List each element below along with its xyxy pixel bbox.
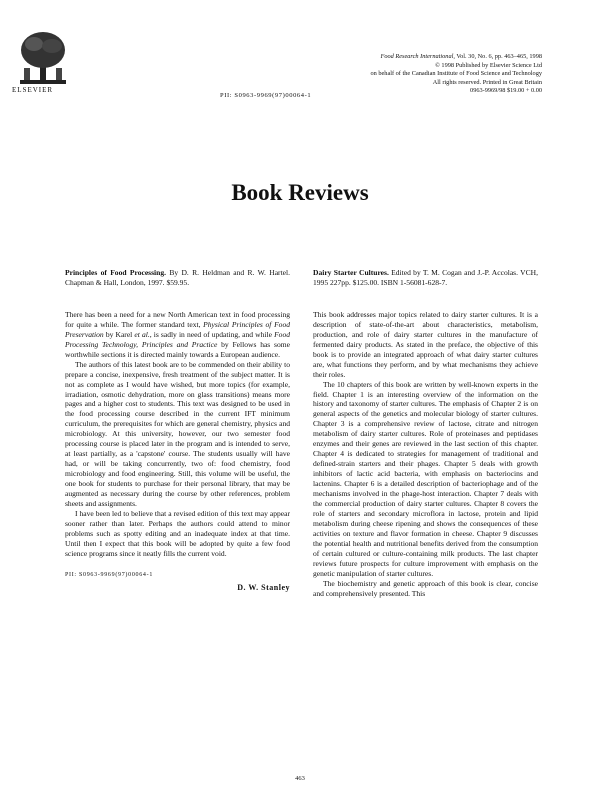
review-left bbox=[65, 268, 290, 593]
issn-line: 0963-9969/98 $19.00 + 0.00 bbox=[470, 87, 542, 95]
review-paragraph: There has been a need for a new North American text in food processing for quite a while. The former standard text, Physical Principles of Food Preservation by Karel et al., is sadly in need of updating, and while Food Processing Technology, Principles and Practice by Fellows has some worthwhile sections it is directed mainly towards a European audience. bbox=[65, 309, 290, 359]
publisher-name: ELSEVIER bbox=[12, 86, 54, 94]
rights-line: All rights reserved. Printed in Great Britain bbox=[432, 78, 542, 86]
reviewer-signature: D. W. Stanley bbox=[237, 582, 290, 592]
review-paragraph: This book addresses major topics related to dairy starter cultures. It is a description of state-of-the-art about characteristics, metabolism, production, and role of dairy starter cultures in the manufacture of fermented dairy products. As stated in the preface, the objective of this book is to provide an integrated approach of what dairy starter cultures are, what functions they perform, and by what mechanisms they achieve their roles. bbox=[313, 309, 538, 379]
review-paragraph: The 10 chapters of this book are written by well-known experts in the field. Chapter 1 is an interesting overview of the information on the history and taxonomy of starter cultures. The emphasis of Chapter 2 is on general aspects of the genetics and molecular biology of starter cultures. Chapter 3 is a comprehensive review of lactose, citrate and nitrogen metabolism of dairy starter cultures. Role of proteinases and peptidases enzymes and their genes are reviewed in the last section of this chapter. Chapter 4 is dedicated to strategies for management of traditional and defined-strain starters and their phages. Chapter 5 deals with growth inhibitors of lactic acid bacteria, with emphasis on bacteriocins and lactenins. Chapter 6 is a detailed description of bacteriophage and of the mechanisms involved in the phage-host interaction. Chapter 7 deals with the commercial production of dairy starter cultures. Chapter 8 covers the role of starters and secondary microflora in lactose, protein and lipid metabolism during cheese ripening and shows the consequences of these activities on texture and flavor formation in cheese. Chapter 9 discusses the potential health and nutritional benefits derived from the consumption of certain cultured or culture-containing milk products. The last chapter reviews future prospects for culture improvement with emphasis on the genetic manipulation of starter cultures. bbox=[313, 379, 538, 578]
publisher-logo bbox=[14, 28, 72, 90]
review-paragraph: I have been led to believe that a revised edition of this text may appear sooner rather than later. Perhaps the authors could attend to minor problems such as spotty editing and an inadequate index at that time. Until then I expect that this book will be adopted by quite a few food science programs since it neatly fills the current void. bbox=[65, 508, 290, 558]
review-right bbox=[313, 268, 538, 599]
review-heading: Dairy Starter Cultures. Edited by T. M. Cogan and J.-P. Accolas. VCH, 1995 227pp. $125.00. ISBN 1-56081-628-7. bbox=[313, 268, 538, 287]
review-paragraph: The biochemistry and genetic approach of this book is clear, concise and comprehensively presented. This bbox=[313, 578, 538, 598]
pii-identifier: PII: S0963-9969(97)00064-1 bbox=[65, 571, 154, 578]
page-title: Book Reviews bbox=[231, 180, 369, 205]
journal-info bbox=[242, 53, 542, 96]
review-paragraph: The authors of this latest book are to be commended on their ability to prepare a concise, inexpensive, fresh treatment of the subject matter. It is not as complete as I would have wished, but more topics (for example, irradiation, osmotic dehydration, more on glass transitions) means more pages and a higher cost to students. This text was designed to be used in the food processing course described in the current IFT minimum curriculum, the prerequisites for which are general chemistry, physics and microbiology. At this university, however, our two semester food processing course is placed later in the program and is intended to serve, at least partially, as a 'capstone' course. The students usually will have had, or will be taking concurrently, two of: food chemistry, food microbiology and food engineering. Still, this volume will be useful, the one book for students to purchase for their personal library, that may be augmented as necessary during the course by other references, problem sheets and assignments. bbox=[65, 359, 290, 509]
copyright-line: © 1998 Published by Elsevier Science Ltd bbox=[435, 61, 542, 69]
page-number: 463 bbox=[295, 775, 305, 782]
pii-identifier: PII: S0963-9969(97)00064-1 bbox=[220, 92, 312, 99]
review-heading: Principles of Food Processing. By D. R. Heldman and R. W. Hartel. Chapman & Hall, London, 1997. $59.95. bbox=[65, 268, 290, 287]
journal-citation: Food Research International, Vol. 30, No. 6, pp. 463–465, 1998 bbox=[380, 53, 542, 60]
institute-line: on behalf of the Canadian Institute of Food Science and Technology bbox=[370, 70, 542, 78]
